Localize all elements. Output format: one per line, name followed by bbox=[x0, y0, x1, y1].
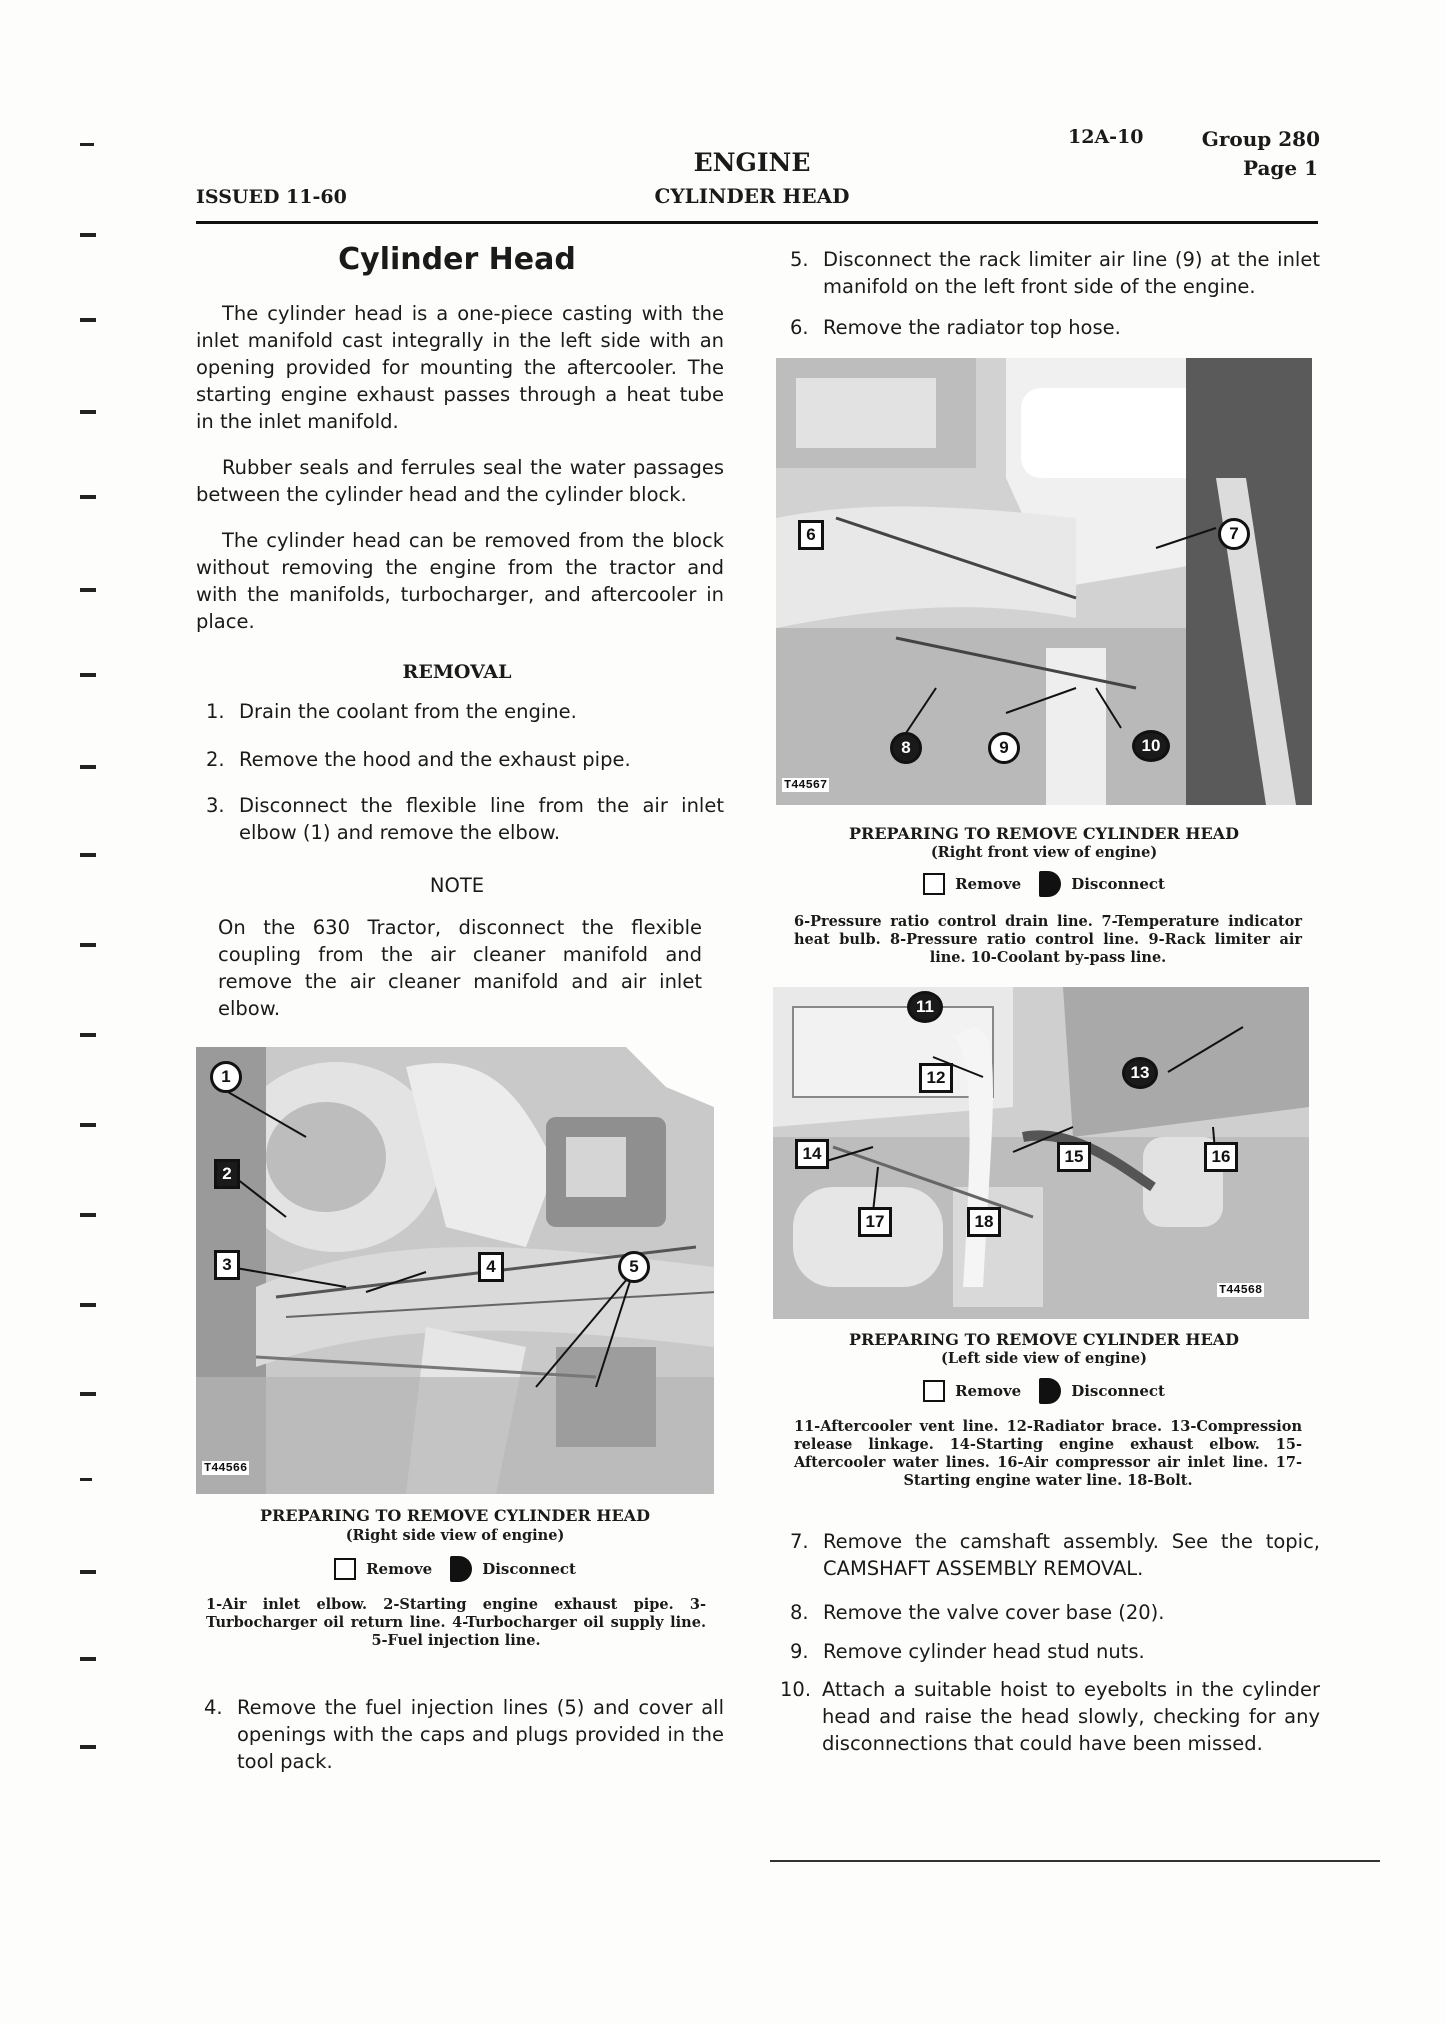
removal-heading: REMOVAL bbox=[402, 661, 512, 683]
photo-id: T44567 bbox=[784, 778, 828, 792]
callout-6: 6 bbox=[798, 520, 824, 550]
step-number: 8. bbox=[790, 1601, 809, 1624]
callout-12: 12 bbox=[919, 1063, 953, 1093]
margin-tick bbox=[80, 1303, 96, 1307]
callout-18: 18 bbox=[967, 1207, 1001, 1237]
margin-tick bbox=[80, 318, 96, 322]
figure-2-caption: 6-Pressure ratio control drain line. 7-Temperature indicator heat bulb. 8-Pressure ratio control line. 9-Rack limiter air line. 10-Coolant by-pass line. bbox=[794, 913, 1302, 966]
figure-1-legend bbox=[196, 1556, 714, 1582]
margin-tick bbox=[80, 1745, 96, 1749]
margin-tick bbox=[80, 673, 96, 677]
remove-icon bbox=[334, 1558, 356, 1580]
callout-2: 2 bbox=[214, 1159, 240, 1189]
margin-tick bbox=[80, 1570, 96, 1574]
figure-3-legend bbox=[776, 1378, 1312, 1404]
callout-13: 13 bbox=[1122, 1057, 1158, 1089]
callout-17: 17 bbox=[858, 1207, 892, 1237]
step-number: 6. bbox=[790, 316, 809, 339]
photo-id: T44566 bbox=[204, 1461, 248, 1475]
step-8 bbox=[790, 1599, 1320, 1626]
figure-1-title: PREPARING TO REMOVE CYLINDER HEAD bbox=[260, 1506, 650, 1525]
step-text: Drain the coolant from the engine. bbox=[239, 700, 577, 723]
callout-5: 5 bbox=[618, 1251, 650, 1283]
step-text: Remove cylinder head stud nuts. bbox=[823, 1640, 1145, 1663]
disconnect-icon bbox=[1039, 871, 1061, 897]
figure-3-title: PREPARING TO REMOVE CYLINDER HEAD bbox=[849, 1330, 1239, 1349]
callout-9: 9 bbox=[988, 732, 1020, 764]
callout-4: 4 bbox=[478, 1252, 504, 1282]
step-text: Disconnect the flexible line from the air inlet elbow (1) and remove the elbow. bbox=[239, 794, 724, 844]
step-text: Remove the fuel injection lines (5) and cover all openings with the caps and plugs provided in the tool pack. bbox=[237, 1696, 724, 1773]
margin-tick bbox=[80, 143, 94, 146]
step-1 bbox=[206, 698, 724, 725]
section-title: ENGINE bbox=[693, 148, 811, 177]
step-text: Remove the radiator top hose. bbox=[823, 316, 1121, 339]
step-number: 7. bbox=[790, 1530, 809, 1553]
step-text: Remove the hood and the exhaust pipe. bbox=[239, 748, 631, 771]
callout-15: 15 bbox=[1057, 1142, 1091, 1172]
intro-paragraph-1: The cylinder head is a one-piece casting with the inlet manifold cast integrally in the left side with an opening provided for mounting the aftercooler. The starting engine exhaust passes through a heat tube in the inlet manifold. bbox=[196, 302, 724, 433]
figure-2-legend bbox=[776, 871, 1312, 897]
photo-id: T44568 bbox=[1219, 1283, 1263, 1297]
margin-tick bbox=[80, 1213, 96, 1217]
callout-1: 1 bbox=[210, 1061, 242, 1093]
callout-14: 14 bbox=[795, 1139, 829, 1169]
callout-8: 8 bbox=[890, 732, 922, 764]
figure-2-subtitle: (Right front view of engine) bbox=[930, 844, 1158, 861]
callout-7: 7 bbox=[1218, 518, 1250, 550]
legend-remove-label: Remove bbox=[955, 875, 1022, 893]
step-5 bbox=[790, 246, 1320, 300]
figure-1-subtitle: (Right side view of engine) bbox=[345, 1527, 565, 1544]
legend-disconnect-label: Disconnect bbox=[1071, 1382, 1165, 1400]
disconnect-icon bbox=[450, 1556, 472, 1582]
remove-icon bbox=[923, 873, 945, 895]
margin-tick bbox=[80, 1478, 92, 1481]
step-text: Remove the valve cover base (20). bbox=[823, 1601, 1165, 1624]
margin-tick bbox=[80, 765, 96, 769]
step-number: 10. bbox=[780, 1678, 812, 1701]
figure-2-title: PREPARING TO REMOVE CYLINDER HEAD bbox=[849, 824, 1239, 843]
doc-number: 12A-10 bbox=[1068, 126, 1144, 148]
legend-disconnect-label: Disconnect bbox=[1071, 875, 1165, 893]
step-2 bbox=[206, 746, 724, 773]
figure-3-subtitle: (Left side view of engine) bbox=[940, 1350, 1148, 1367]
step-number: 1. bbox=[206, 700, 225, 723]
step-3 bbox=[206, 792, 724, 846]
step-number: 4. bbox=[204, 1696, 223, 1719]
engine-photo-right-side bbox=[196, 1047, 714, 1494]
step-text: Attach a suitable hoist to eyebolts in the cylinder head and raise the head slowly, checking for any disconnections that could have been missed. bbox=[822, 1678, 1320, 1755]
note-heading: NOTE bbox=[429, 874, 485, 897]
section-subtitle: CYLINDER HEAD bbox=[654, 184, 850, 208]
callout-10: 10 bbox=[1132, 730, 1170, 762]
legend-remove-label: Remove bbox=[955, 1382, 1022, 1400]
remove-icon bbox=[923, 1380, 945, 1402]
margin-tick bbox=[80, 1033, 96, 1037]
step-text: Remove the camshaft assembly. See the topic, CAMSHAFT ASSEMBLY REMOVAL. bbox=[823, 1530, 1320, 1580]
margin-tick bbox=[80, 1123, 96, 1127]
step-9 bbox=[790, 1638, 1320, 1665]
margin-tick bbox=[80, 943, 96, 947]
engine-photo-right-front bbox=[776, 358, 1312, 805]
group-label: Group 280 bbox=[1201, 127, 1320, 151]
disconnect-icon bbox=[1039, 1378, 1061, 1404]
step-text: Disconnect the rack limiter air line (9) at the inlet manifold on the left front side of the engine. bbox=[823, 248, 1320, 298]
step-number: 5. bbox=[790, 248, 809, 271]
margin-tick bbox=[80, 1392, 96, 1396]
page-label: Page 1 bbox=[1242, 156, 1318, 180]
callout-3: 3 bbox=[214, 1250, 240, 1280]
margin-tick bbox=[80, 588, 96, 592]
margin-tick bbox=[80, 410, 96, 414]
margin-tick bbox=[80, 495, 96, 499]
header-rule bbox=[196, 221, 1318, 224]
legend-remove-label: Remove bbox=[366, 1560, 433, 1578]
margin-tick bbox=[80, 1657, 96, 1661]
step-4 bbox=[204, 1694, 724, 1775]
callout-11: 11 bbox=[907, 991, 943, 1023]
note-text: On the 630 Tractor, disconnect the flexible coupling from the air cleaner manifold and remove the air cleaner manifold and air inlet elbow. bbox=[218, 916, 702, 1020]
intro-paragraph-2: Rubber seals and ferrules seal the water passages between the cylinder head and the cylinder block. bbox=[196, 456, 724, 506]
step-6 bbox=[790, 314, 1320, 341]
page-heading: Cylinder Head bbox=[338, 242, 576, 277]
step-10 bbox=[780, 1676, 1320, 1757]
margin-tick bbox=[80, 233, 96, 237]
intro-paragraph-3: The cylinder head can be removed from the block without removing the engine from the tractor and with the manifolds, turbocharger, and aftercooler in place. bbox=[196, 529, 724, 633]
step-number: 3. bbox=[206, 794, 225, 817]
callout-16: 16 bbox=[1204, 1142, 1238, 1172]
engine-photo-left-side bbox=[773, 987, 1309, 1319]
issued-date: ISSUED 11-60 bbox=[196, 186, 347, 208]
step-7 bbox=[790, 1528, 1320, 1582]
margin-tick bbox=[80, 853, 96, 857]
legend-disconnect-label: Disconnect bbox=[482, 1560, 576, 1578]
step-number: 2. bbox=[206, 748, 225, 771]
figure-3-caption: 11-Aftercooler vent line. 12-Radiator brace. 13-Compression release linkage. 14-Starting engine exhaust elbow. 15-Aftercooler water lines. 16-Air compressor air inlet line. 17-Starting engine water line. 18-Bolt. bbox=[794, 1418, 1302, 1489]
footer-rule bbox=[770, 1860, 1380, 1862]
figure-1-caption: 1-Air inlet elbow. 2-Starting engine exhaust pipe. 3-Turbocharger oil return line. 4-Turbocharger oil supply line. 5-Fuel injection line. bbox=[206, 1596, 706, 1649]
step-number: 9. bbox=[790, 1640, 809, 1663]
